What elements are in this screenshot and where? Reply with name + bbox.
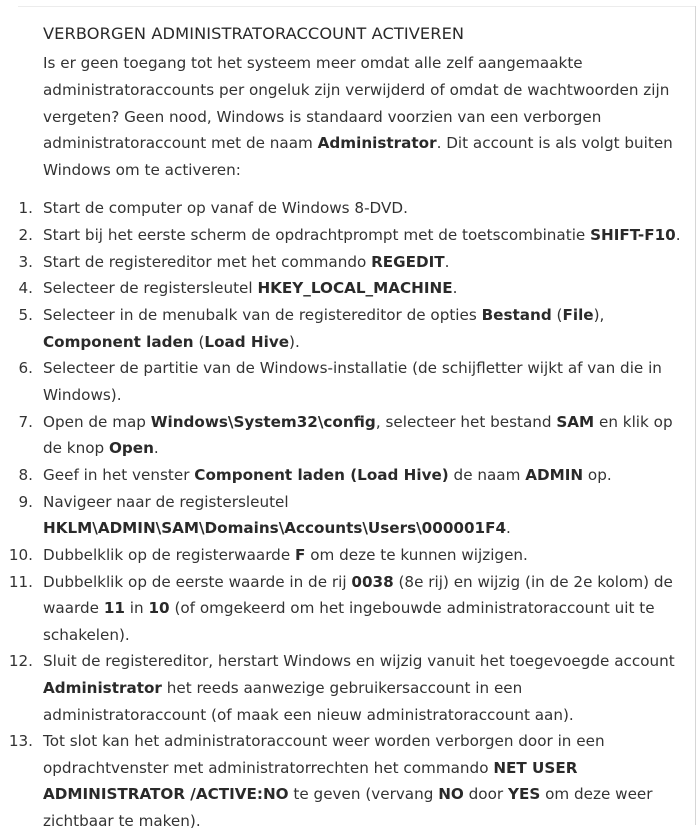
list-item xyxy=(0,728,700,834)
list-item-text xyxy=(43,542,683,569)
text-run: om deze weer zichtbaar te maken). xyxy=(43,785,653,830)
text-run: Open de map xyxy=(43,412,151,431)
text-run: . xyxy=(153,439,159,458)
text-run: in xyxy=(124,599,149,618)
text-run: Selecteer de partitie van de Windows-installatie (de schijfletter wijkt af van die in Windows). xyxy=(43,359,662,404)
list-item-text xyxy=(43,355,683,408)
bold-text: Load Hive xyxy=(204,332,290,351)
steps-list xyxy=(0,195,700,834)
bold-text: HKLM\ADMIN\SAM\Domains\Accounts\Users\000001F4 xyxy=(43,519,507,538)
list-item-number: 3. xyxy=(18,252,33,271)
list-item-number: 6. xyxy=(18,359,33,378)
list-item-text xyxy=(43,728,683,834)
list-item-number: 5. xyxy=(18,306,33,325)
list-item xyxy=(0,569,700,649)
text-run: om deze te kunnen wijzigen. xyxy=(305,545,528,564)
bold-text: Windows\System32\config xyxy=(150,412,376,431)
text-run: (8e rij) en wijzig (in de 2e kolom) de waarde xyxy=(43,572,673,618)
list-item-number: 9. xyxy=(18,492,33,511)
text-run: op. xyxy=(583,465,612,484)
text-run: ( xyxy=(551,306,563,325)
text-run: ). xyxy=(289,332,300,351)
bold-text: HKEY_LOCAL_MACHINE xyxy=(257,279,453,298)
bold-text: 11 xyxy=(103,599,125,618)
text-run: Navigeer naar de registersleutel xyxy=(43,492,289,511)
list-item-text xyxy=(43,275,683,302)
list-item xyxy=(0,275,700,302)
list-item-number: 11. xyxy=(8,572,33,591)
text-run: en klik op de knop xyxy=(43,412,673,458)
list-item xyxy=(0,302,700,355)
list-item-number: 1. xyxy=(18,199,33,217)
text-run: het reeds aanwezige gebruikersaccount in een administratoraccount (of maak een nieuw administratoraccount aan). xyxy=(43,678,574,724)
list-item xyxy=(0,489,700,542)
list-item-number: 8. xyxy=(18,465,33,484)
bold-text: REGEDIT xyxy=(371,252,445,271)
text-run: Start de computer op vanaf de Windows 8-DVD. xyxy=(43,199,408,217)
bold-text: Component laden xyxy=(43,332,194,351)
bold-text: SAM xyxy=(556,412,595,431)
list-item xyxy=(0,542,700,569)
text-run: Geef in het venster xyxy=(43,465,195,484)
bold-text: ADMIN xyxy=(525,465,584,484)
text-run: Selecteer de registersleutel xyxy=(43,279,258,298)
list-item-number: 13. xyxy=(8,732,33,751)
list-item xyxy=(0,249,700,276)
text-run: Start bij het eerste scherm de opdrachtprompt met de toetscombinatie xyxy=(43,225,591,244)
list-item xyxy=(0,195,700,222)
list-item-number: 2. xyxy=(18,225,33,244)
text-run: . xyxy=(675,225,681,244)
text-run: ), xyxy=(593,306,605,325)
list-item-text xyxy=(43,569,683,649)
text-run: . xyxy=(506,519,511,538)
text-run: Tot slot kan het administratoraccount weer worden verborgen door in een opdrachtvenster met administratorrechten het commando xyxy=(43,732,605,777)
text-run: ( xyxy=(193,332,205,351)
bold-text: Administrator xyxy=(43,678,162,697)
text-run: (of omgekeerd om het ingebouwde administratoraccount uit te schakelen). xyxy=(43,599,655,644)
text-run: . Dit account is als volgt buiten Windows om te activeren: xyxy=(43,134,673,180)
list-item-number: 10. xyxy=(8,545,33,564)
bold-text: SHIFT-F10 xyxy=(590,225,676,244)
list-item-text xyxy=(43,462,683,489)
text-run: . xyxy=(452,279,458,298)
list-item-text xyxy=(43,409,683,462)
text-run: Dubbelklik op de registerwaarde xyxy=(43,545,295,564)
list-item-text xyxy=(43,222,683,249)
bold-text: NO xyxy=(438,785,464,804)
text-run: Sluit de registereditor, herstart Windows en wijzig vanuit het toegevoegde account xyxy=(43,652,675,671)
list-item-text xyxy=(43,302,683,355)
text-run: . xyxy=(444,252,450,271)
list-item-text xyxy=(43,195,683,222)
bold-text: Open xyxy=(109,439,154,458)
list-item xyxy=(0,409,700,462)
bold-text: NET USER ADMINISTRATOR /ACTIVE:NO xyxy=(43,758,578,804)
text-run: te geven (vervang xyxy=(288,785,439,804)
text-run: de naam xyxy=(448,465,526,484)
list-item xyxy=(0,462,700,489)
list-item xyxy=(0,648,700,728)
text-run: Start de registereditor met het commando xyxy=(43,252,372,271)
bold-text: F xyxy=(295,545,306,564)
list-item xyxy=(0,222,700,249)
text-run: Dubbelklik op de eerste waarde in de rij xyxy=(43,572,352,591)
text-run: Is er geen toegang tot het systeem meer omdat alle zelf aangemaakte administratoraccounts per ongeluk zijn verwijderd of omdat de wachtwoorden zijn vergeten? Geen nood, Windows is standaard voorzien van een verborgen administratoraccount met de naam xyxy=(43,54,670,153)
article-heading: VERBORGEN ADMINISTRATORACCOUNT ACTIVEREN xyxy=(43,24,465,43)
list-item-number: 12. xyxy=(8,652,33,671)
text-run: door xyxy=(463,785,508,804)
bold-text: 10 xyxy=(148,599,170,618)
bold-text: Bestand xyxy=(481,306,552,325)
bold-text: Component laden (Load Hive) xyxy=(194,465,449,484)
bold-text: YES xyxy=(507,785,541,804)
intro-paragraph xyxy=(43,50,683,184)
list-item xyxy=(0,355,700,408)
list-item-text xyxy=(43,489,683,542)
list-item-text xyxy=(43,648,683,728)
text-run: Selecteer in de menubalk van de registereditor de opties xyxy=(43,306,482,325)
frame-top-border xyxy=(18,6,696,7)
list-item-text xyxy=(43,249,683,276)
list-item-number: 7. xyxy=(18,412,33,431)
text-run: , selecteer het bestand xyxy=(375,412,557,431)
bold-text: Administrator xyxy=(317,134,437,153)
list-item-number: 4. xyxy=(18,279,33,298)
bold-text: 0038 xyxy=(351,572,394,591)
bold-text: File xyxy=(562,306,594,325)
